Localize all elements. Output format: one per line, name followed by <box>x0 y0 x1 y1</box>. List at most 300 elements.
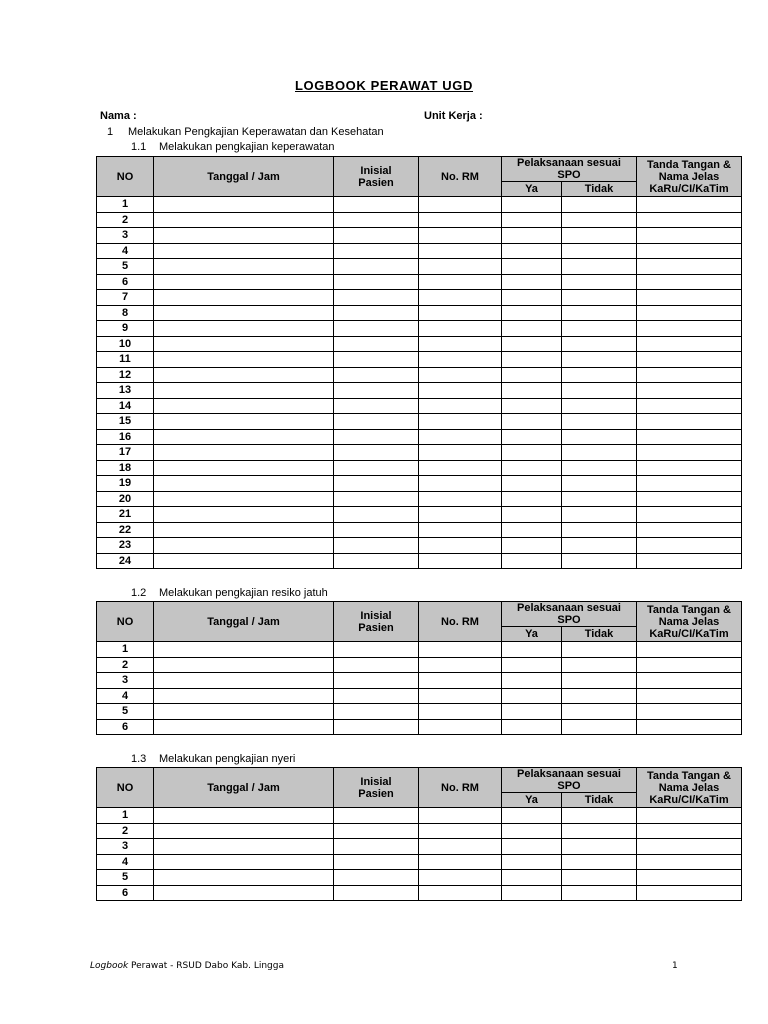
cell-no-rm[interactable] <box>419 243 502 259</box>
cell-ya[interactable] <box>502 445 562 461</box>
cell-tanda-tangan[interactable] <box>637 673 742 689</box>
cell-tidak[interactable] <box>562 352 637 368</box>
cell-tidak[interactable] <box>562 642 637 658</box>
cell-tanggal[interactable] <box>154 243 334 259</box>
header-tanda-tangan: Tanda Tangan & Nama Jelas KaRu/CI/KaTim <box>637 157 742 197</box>
table-row <box>97 212 742 228</box>
cell-tidak[interactable] <box>562 491 637 507</box>
table-row <box>97 491 742 507</box>
cell-inisial[interactable] <box>334 657 419 673</box>
cell-tidak[interactable] <box>562 719 637 735</box>
cell-ya[interactable] <box>502 352 562 368</box>
cell-tanda-tangan[interactable] <box>637 839 742 855</box>
cell-inisial[interactable] <box>334 673 419 689</box>
cell-inisial[interactable] <box>334 274 419 290</box>
cell-inisial[interactable] <box>334 719 419 735</box>
table-row <box>97 414 742 430</box>
row-number: 4 <box>97 854 154 870</box>
cell-no-rm[interactable] <box>419 336 502 352</box>
row-number: 13 <box>97 383 154 399</box>
table-row <box>97 839 742 855</box>
table-row <box>97 259 742 275</box>
cell-no-rm[interactable] <box>419 808 502 824</box>
cell-tanggal[interactable] <box>154 719 334 735</box>
cell-tanggal[interactable] <box>154 290 334 306</box>
cell-tidak[interactable] <box>562 673 637 689</box>
cell-ya[interactable] <box>502 460 562 476</box>
cell-tanggal[interactable] <box>154 538 334 554</box>
cell-tanda-tangan[interactable] <box>637 259 742 275</box>
cell-ya[interactable] <box>502 870 562 886</box>
row-number: 14 <box>97 398 154 414</box>
table-row <box>97 823 742 839</box>
cell-inisial[interactable] <box>334 336 419 352</box>
cell-tanggal[interactable] <box>154 522 334 538</box>
cell-tanggal[interactable] <box>154 823 334 839</box>
cell-tidak[interactable] <box>562 553 637 569</box>
cell-inisial[interactable] <box>334 538 419 554</box>
cell-ya[interactable] <box>502 398 562 414</box>
cell-tanda-tangan[interactable] <box>637 642 742 658</box>
cell-no-rm[interactable] <box>419 383 502 399</box>
cell-inisial[interactable] <box>334 305 419 321</box>
cell-no-rm[interactable] <box>419 719 502 735</box>
row-number: 6 <box>97 274 154 290</box>
cell-inisial[interactable] <box>334 414 419 430</box>
header-inisial: Inisial Pasien <box>334 602 419 642</box>
cell-tanggal[interactable] <box>154 839 334 855</box>
cell-tanggal[interactable] <box>154 553 334 569</box>
header-ya: Ya <box>502 793 562 808</box>
row-number: 20 <box>97 491 154 507</box>
cell-tanda-tangan[interactable] <box>637 290 742 306</box>
row-number: 2 <box>97 823 154 839</box>
cell-tanggal[interactable] <box>154 414 334 430</box>
table-row <box>97 522 742 538</box>
cell-ya[interactable] <box>502 367 562 383</box>
row-number: 10 <box>97 336 154 352</box>
cell-tanggal[interactable] <box>154 197 334 213</box>
cell-tidak[interactable] <box>562 839 637 855</box>
cell-tanda-tangan[interactable] <box>637 870 742 886</box>
cell-ya[interactable] <box>502 673 562 689</box>
cell-tanda-tangan[interactable] <box>637 212 742 228</box>
row-number: 6 <box>97 719 154 735</box>
section-title: Melakukan Pengkajian Keperawatan dan Kesehatan <box>128 126 384 138</box>
cell-no-rm[interactable] <box>419 476 502 492</box>
cell-no-rm[interactable] <box>419 704 502 720</box>
cell-no-rm[interactable] <box>419 839 502 855</box>
cell-tidak[interactable] <box>562 197 637 213</box>
cell-tanda-tangan[interactable] <box>637 538 742 554</box>
cell-inisial[interactable] <box>334 290 419 306</box>
table-row <box>97 553 742 569</box>
cell-ya[interactable] <box>502 243 562 259</box>
subsection-number: 1.3 <box>131 753 147 765</box>
cell-inisial[interactable] <box>334 704 419 720</box>
table-row <box>97 367 742 383</box>
cell-tanda-tangan[interactable] <box>637 367 742 383</box>
cell-tanggal[interactable] <box>154 688 334 704</box>
row-number: 4 <box>97 688 154 704</box>
cell-ya[interactable] <box>502 538 562 554</box>
cell-tanggal[interactable] <box>154 274 334 290</box>
cell-no-rm[interactable] <box>419 429 502 445</box>
cell-tanda-tangan[interactable] <box>637 704 742 720</box>
cell-inisial[interactable] <box>334 352 419 368</box>
cell-inisial[interactable] <box>334 688 419 704</box>
cell-ya[interactable] <box>502 259 562 275</box>
cell-tanggal[interactable] <box>154 398 334 414</box>
cell-tanggal[interactable] <box>154 507 334 523</box>
cell-tanggal[interactable] <box>154 673 334 689</box>
cell-tanda-tangan[interactable] <box>637 305 742 321</box>
cell-inisial[interactable] <box>334 367 419 383</box>
cell-tanggal[interactable] <box>154 642 334 658</box>
cell-ya[interactable] <box>502 839 562 855</box>
cell-tidak[interactable] <box>562 336 637 352</box>
cell-tanda-tangan[interactable] <box>637 823 742 839</box>
table-row <box>97 445 742 461</box>
table-row <box>97 854 742 870</box>
cell-tanggal[interactable] <box>154 491 334 507</box>
footer-rest: Perawat - RSUD Dabo Kab. Lingga <box>128 961 284 971</box>
logbook-table <box>96 767 742 901</box>
cell-inisial[interactable] <box>334 197 419 213</box>
table-row <box>97 398 742 414</box>
row-number: 5 <box>97 870 154 886</box>
page-number: 1 <box>672 961 678 971</box>
table-row <box>97 808 742 824</box>
row-number: 16 <box>97 429 154 445</box>
table-row <box>97 476 742 492</box>
cell-tanda-tangan[interactable] <box>637 321 742 337</box>
header-no: NO <box>97 602 154 642</box>
cell-tanggal[interactable] <box>154 321 334 337</box>
row-number: 24 <box>97 553 154 569</box>
cell-tidak[interactable] <box>562 274 637 290</box>
cell-tanda-tangan[interactable] <box>637 808 742 824</box>
cell-ya[interactable] <box>502 476 562 492</box>
cell-tanggal[interactable] <box>154 305 334 321</box>
header-pelaksanaan: Pelaksanaan sesuai SPO <box>502 768 637 793</box>
cell-tidak[interactable] <box>562 854 637 870</box>
cell-no-rm[interactable] <box>419 228 502 244</box>
cell-inisial[interactable] <box>334 491 419 507</box>
cell-ya[interactable] <box>502 553 562 569</box>
cell-ya[interactable] <box>502 507 562 523</box>
cell-no-rm[interactable] <box>419 538 502 554</box>
cell-no-rm[interactable] <box>419 553 502 569</box>
cell-no-rm[interactable] <box>419 259 502 275</box>
table-row <box>97 719 742 735</box>
cell-ya[interactable] <box>502 228 562 244</box>
cell-tanda-tangan[interactable] <box>637 352 742 368</box>
cell-ya[interactable] <box>502 321 562 337</box>
row-number: 6 <box>97 885 154 901</box>
subsection-number: 1.1 <box>131 141 147 153</box>
cell-tidak[interactable] <box>562 688 637 704</box>
cell-ya[interactable] <box>502 212 562 228</box>
cell-tanggal[interactable] <box>154 657 334 673</box>
cell-tidak[interactable] <box>562 704 637 720</box>
section-heading <box>107 126 507 138</box>
cell-inisial[interactable] <box>334 808 419 824</box>
cell-tanda-tangan[interactable] <box>637 383 742 399</box>
header-tanggal: Tanggal / Jam <box>154 602 334 642</box>
cell-tidak[interactable] <box>562 460 637 476</box>
cell-ya[interactable] <box>502 290 562 306</box>
cell-tanda-tangan[interactable] <box>637 657 742 673</box>
cell-tidak[interactable] <box>562 507 637 523</box>
cell-tanda-tangan[interactable] <box>637 274 742 290</box>
row-number: 23 <box>97 538 154 554</box>
cell-tanda-tangan[interactable] <box>637 460 742 476</box>
cell-inisial[interactable] <box>334 642 419 658</box>
table-row <box>97 243 742 259</box>
cell-tidak[interactable] <box>562 808 637 824</box>
cell-no-rm[interactable] <box>419 657 502 673</box>
section-number: 1 <box>107 126 114 138</box>
cell-tanggal[interactable] <box>154 854 334 870</box>
header-no: NO <box>97 157 154 197</box>
cell-tanggal[interactable] <box>154 336 334 352</box>
cell-tidak[interactable] <box>562 657 637 673</box>
cell-tanda-tangan[interactable] <box>637 491 742 507</box>
cell-no-rm[interactable] <box>419 398 502 414</box>
header-tanda-tangan: Tanda Tangan & Nama Jelas KaRu/CI/KaTim <box>637 768 742 808</box>
cell-ya[interactable] <box>502 885 562 901</box>
footer-text <box>90 961 284 971</box>
cell-ya[interactable] <box>502 719 562 735</box>
cell-no-rm[interactable] <box>419 870 502 886</box>
cell-tanggal[interactable] <box>154 259 334 275</box>
cell-no-rm[interactable] <box>419 290 502 306</box>
cell-ya[interactable] <box>502 383 562 399</box>
row-number: 8 <box>97 305 154 321</box>
cell-tanggal[interactable] <box>154 212 334 228</box>
cell-tanggal[interactable] <box>154 367 334 383</box>
cell-tanda-tangan[interactable] <box>637 522 742 538</box>
cell-ya[interactable] <box>502 305 562 321</box>
row-number: 5 <box>97 259 154 275</box>
cell-no-rm[interactable] <box>419 885 502 901</box>
cell-no-rm[interactable] <box>419 367 502 383</box>
cell-tanggal[interactable] <box>154 383 334 399</box>
cell-tanda-tangan[interactable] <box>637 476 742 492</box>
cell-tanda-tangan[interactable] <box>637 398 742 414</box>
cell-no-rm[interactable] <box>419 274 502 290</box>
cell-no-rm[interactable] <box>419 197 502 213</box>
cell-ya[interactable] <box>502 274 562 290</box>
cell-inisial[interactable] <box>334 398 419 414</box>
cell-tanggal[interactable] <box>154 808 334 824</box>
table-row <box>97 673 742 689</box>
cell-no-rm[interactable] <box>419 445 502 461</box>
cell-tidak[interactable] <box>562 870 637 886</box>
cell-tanda-tangan[interactable] <box>637 688 742 704</box>
cell-tidak[interactable] <box>562 243 637 259</box>
header-inisial: Inisial Pasien <box>334 768 419 808</box>
cell-tidak[interactable] <box>562 823 637 839</box>
cell-ya[interactable] <box>502 522 562 538</box>
cell-tanggal[interactable] <box>154 476 334 492</box>
header-ya: Ya <box>502 627 562 642</box>
table-row <box>97 688 742 704</box>
cell-no-rm[interactable] <box>419 352 502 368</box>
row-number: 22 <box>97 522 154 538</box>
cell-tanggal[interactable] <box>154 445 334 461</box>
cell-inisial[interactable] <box>334 445 419 461</box>
cell-inisial[interactable] <box>334 321 419 337</box>
cell-no-rm[interactable] <box>419 460 502 476</box>
cell-inisial[interactable] <box>334 476 419 492</box>
header-pelaksanaan: Pelaksanaan sesuai SPO <box>502 602 637 627</box>
row-number: 4 <box>97 243 154 259</box>
header-tidak: Tidak <box>562 627 637 642</box>
header-tidak: Tidak <box>562 182 637 197</box>
cell-tanda-tangan[interactable] <box>637 336 742 352</box>
cell-ya[interactable] <box>502 823 562 839</box>
cell-tidak[interactable] <box>562 445 637 461</box>
cell-no-rm[interactable] <box>419 642 502 658</box>
header-tidak: Tidak <box>562 793 637 808</box>
row-number: 2 <box>97 657 154 673</box>
header-pelaksanaan: Pelaksanaan sesuai SPO <box>502 157 637 182</box>
cell-ya[interactable] <box>502 336 562 352</box>
cell-tanda-tangan[interactable] <box>637 429 742 445</box>
cell-tidak[interactable] <box>562 522 637 538</box>
header-inisial: Inisial Pasien <box>334 157 419 197</box>
cell-inisial[interactable] <box>334 243 419 259</box>
header-no-rm: No. RM <box>419 768 502 808</box>
cell-inisial[interactable] <box>334 839 419 855</box>
cell-tanda-tangan[interactable] <box>637 197 742 213</box>
row-number: 15 <box>97 414 154 430</box>
cell-tidak[interactable] <box>562 538 637 554</box>
header-tanggal: Tanggal / Jam <box>154 157 334 197</box>
unit-label: Unit Kerja : <box>424 110 483 122</box>
cell-tidak[interactable] <box>562 259 637 275</box>
cell-tanda-tangan[interactable] <box>637 854 742 870</box>
cell-ya[interactable] <box>502 854 562 870</box>
cell-no-rm[interactable] <box>419 507 502 523</box>
cell-no-rm[interactable] <box>419 305 502 321</box>
header-tanggal: Tanggal / Jam <box>154 768 334 808</box>
row-number: 1 <box>97 197 154 213</box>
cell-tanda-tangan[interactable] <box>637 243 742 259</box>
cell-no-rm[interactable] <box>419 673 502 689</box>
cell-tidak[interactable] <box>562 212 637 228</box>
cell-tanda-tangan[interactable] <box>637 553 742 569</box>
cell-tidak[interactable] <box>562 305 637 321</box>
cell-tidak[interactable] <box>562 228 637 244</box>
cell-tanggal[interactable] <box>154 460 334 476</box>
cell-tanggal[interactable] <box>154 429 334 445</box>
cell-tanggal[interactable] <box>154 885 334 901</box>
row-number: 1 <box>97 808 154 824</box>
table-row <box>97 460 742 476</box>
cell-ya[interactable] <box>502 657 562 673</box>
cell-inisial[interactable] <box>334 460 419 476</box>
cell-ya[interactable] <box>502 197 562 213</box>
cell-ya[interactable] <box>502 704 562 720</box>
cell-tanda-tangan[interactable] <box>637 228 742 244</box>
cell-ya[interactable] <box>502 491 562 507</box>
cell-tanda-tangan[interactable] <box>637 719 742 735</box>
cell-inisial[interactable] <box>334 854 419 870</box>
cell-tanda-tangan[interactable] <box>637 414 742 430</box>
cell-tidak[interactable] <box>562 476 637 492</box>
cell-no-rm[interactable] <box>419 688 502 704</box>
cell-tanda-tangan[interactable] <box>637 885 742 901</box>
cell-inisial[interactable] <box>334 507 419 523</box>
table-row <box>97 704 742 720</box>
table-row <box>97 870 742 886</box>
name-label: Nama : <box>100 110 137 122</box>
table-row <box>97 321 742 337</box>
cell-tanggal[interactable] <box>154 704 334 720</box>
cell-tidak[interactable] <box>562 290 637 306</box>
cell-tidak[interactable] <box>562 885 637 901</box>
cell-no-rm[interactable] <box>419 854 502 870</box>
cell-inisial[interactable] <box>334 870 419 886</box>
cell-tidak[interactable] <box>562 398 637 414</box>
cell-tanda-tangan[interactable] <box>637 445 742 461</box>
cell-no-rm[interactable] <box>419 522 502 538</box>
subsection-heading <box>131 587 531 599</box>
cell-inisial[interactable] <box>334 429 419 445</box>
cell-tanggal[interactable] <box>154 352 334 368</box>
cell-tanda-tangan[interactable] <box>637 507 742 523</box>
cell-no-rm[interactable] <box>419 212 502 228</box>
table-row <box>97 507 742 523</box>
cell-inisial[interactable] <box>334 212 419 228</box>
cell-no-rm[interactable] <box>419 491 502 507</box>
cell-ya[interactable] <box>502 808 562 824</box>
cell-ya[interactable] <box>502 642 562 658</box>
cell-ya[interactable] <box>502 688 562 704</box>
cell-no-rm[interactable] <box>419 414 502 430</box>
cell-inisial[interactable] <box>334 553 419 569</box>
table-row <box>97 642 742 658</box>
cell-inisial[interactable] <box>334 522 419 538</box>
logbook-table <box>96 601 742 735</box>
cell-inisial[interactable] <box>334 823 419 839</box>
subsection-title: Melakukan pengkajian keperawatan <box>159 141 335 153</box>
cell-inisial[interactable] <box>334 383 419 399</box>
cell-ya[interactable] <box>502 414 562 430</box>
cell-inisial[interactable] <box>334 885 419 901</box>
cell-inisial[interactable] <box>334 228 419 244</box>
cell-tanggal[interactable] <box>154 870 334 886</box>
row-number: 9 <box>97 321 154 337</box>
cell-tanggal[interactable] <box>154 228 334 244</box>
cell-tidak[interactable] <box>562 429 637 445</box>
cell-tidak[interactable] <box>562 383 637 399</box>
subsection-number: 1.2 <box>131 587 147 599</box>
table-row <box>97 336 742 352</box>
cell-tidak[interactable] <box>562 321 637 337</box>
cell-inisial[interactable] <box>334 259 419 275</box>
cell-tidak[interactable] <box>562 414 637 430</box>
table-row <box>97 228 742 244</box>
cell-ya[interactable] <box>502 429 562 445</box>
logbook-table <box>96 156 742 569</box>
cell-no-rm[interactable] <box>419 321 502 337</box>
cell-tidak[interactable] <box>562 367 637 383</box>
cell-no-rm[interactable] <box>419 823 502 839</box>
